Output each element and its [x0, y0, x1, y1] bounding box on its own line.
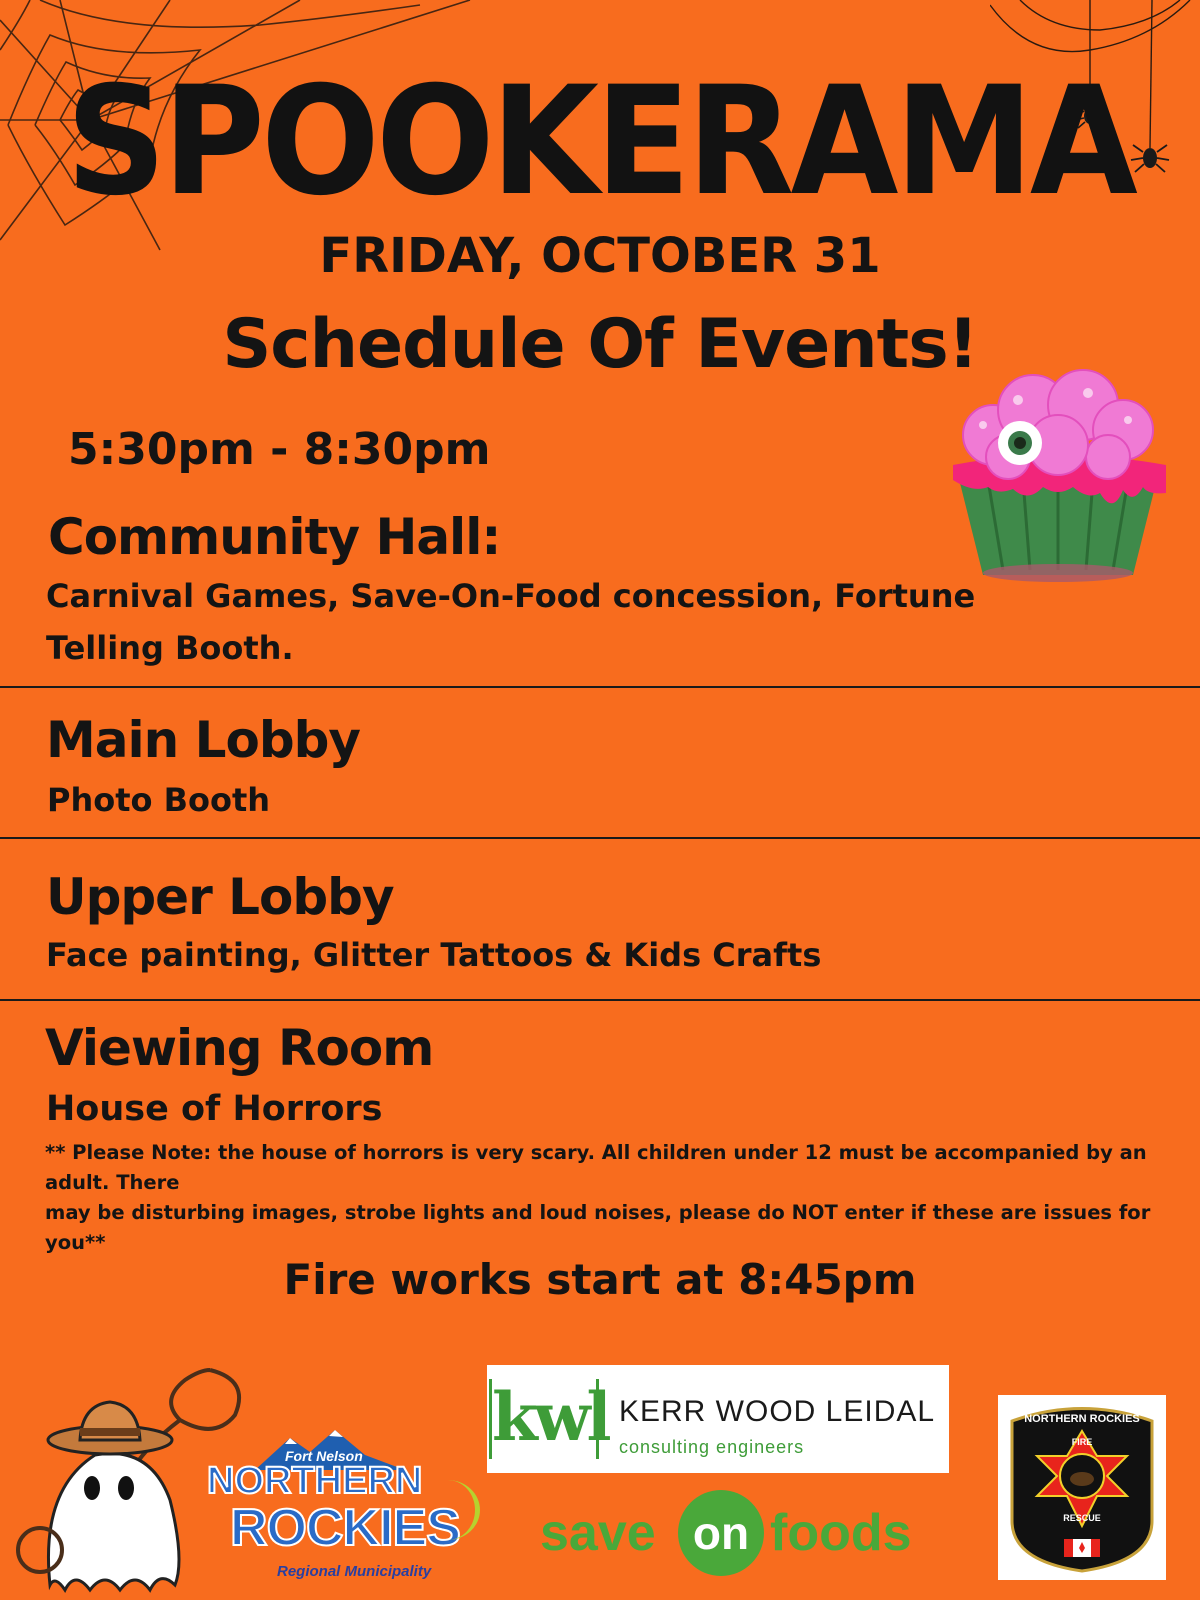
event-date: FRIDAY, OCTOBER 31 — [319, 228, 881, 284]
section-title-community-hall: Community Hall: — [48, 508, 501, 566]
schedule-heading: Schedule Of Events! — [222, 305, 978, 384]
fireworks-time: Fire works start at 8:45pm — [283, 1255, 917, 1304]
logo-text-top: Fort Nelson — [285, 1448, 363, 1464]
section-title-main-lobby: Main Lobby — [46, 711, 361, 769]
section-body: Photo Booth — [47, 781, 271, 819]
note-line: ** Please Note: the house of horrors is very scary. All children under 12 must be accompanied by an adult. There — [45, 1141, 1147, 1194]
logo-swoosh — [415, 1480, 480, 1540]
fire-badge-rescue-text: RESCUE — [1063, 1513, 1101, 1523]
fire-rescue-badge — [998, 1395, 1166, 1580]
section-body: Telling Booth. — [46, 629, 294, 667]
divider — [0, 837, 1200, 839]
northern-rockies-logo — [205, 1430, 485, 1590]
kerr-wood-leidal-logo — [487, 1365, 949, 1473]
sof-on-text: on — [692, 1507, 750, 1559]
logo-text-line1: NORTHERN — [207, 1460, 423, 1502]
kwl-company-name: KERR WOOD LEIDAL — [619, 1395, 936, 1428]
logo-text-bottom: Regional Municipality — [277, 1563, 432, 1580]
logo-text-line2: ROCKIES — [230, 1499, 460, 1557]
section-subtitle: House of Horrors — [46, 1089, 383, 1129]
section-body: Face painting, Glitter Tattoos & Kids Crafts — [46, 936, 822, 974]
event-time-range: 5:30pm - 8:30pm — [68, 424, 491, 475]
house-of-horrors-note — [45, 1138, 1175, 1258]
fire-badge-fire-text: FIRE — [1071, 1437, 1093, 1447]
note-line: may be disturbing images, strobe lights and loud noises, please do NOT enter if these are issues for you** — [45, 1201, 1151, 1254]
section-title-viewing-room: Viewing Room — [45, 1019, 434, 1077]
kwl-mark: kwl — [492, 1378, 608, 1456]
fire-badge-arc-text: NORTHERN ROCKIES — [1024, 1413, 1140, 1425]
sof-foods-text: foods — [770, 1504, 912, 1562]
divider — [0, 686, 1200, 688]
event-title: SPOOKERAMA — [65, 55, 1135, 229]
kwl-tagline: consulting engineers — [619, 1437, 805, 1457]
save-on-foods-logo — [540, 1488, 940, 1578]
divider — [0, 999, 1200, 1001]
brain-cupcake-icon — [948, 365, 1174, 590]
section-title-upper-lobby: Upper Lobby — [46, 868, 394, 926]
fire-badge-icon — [1002, 1401, 1162, 1573]
section-body: Carnival Games, Save-On-Food concession, Fortune — [46, 577, 976, 615]
sof-save-text: save — [540, 1504, 656, 1562]
kwl-bracket — [489, 1379, 599, 1459]
